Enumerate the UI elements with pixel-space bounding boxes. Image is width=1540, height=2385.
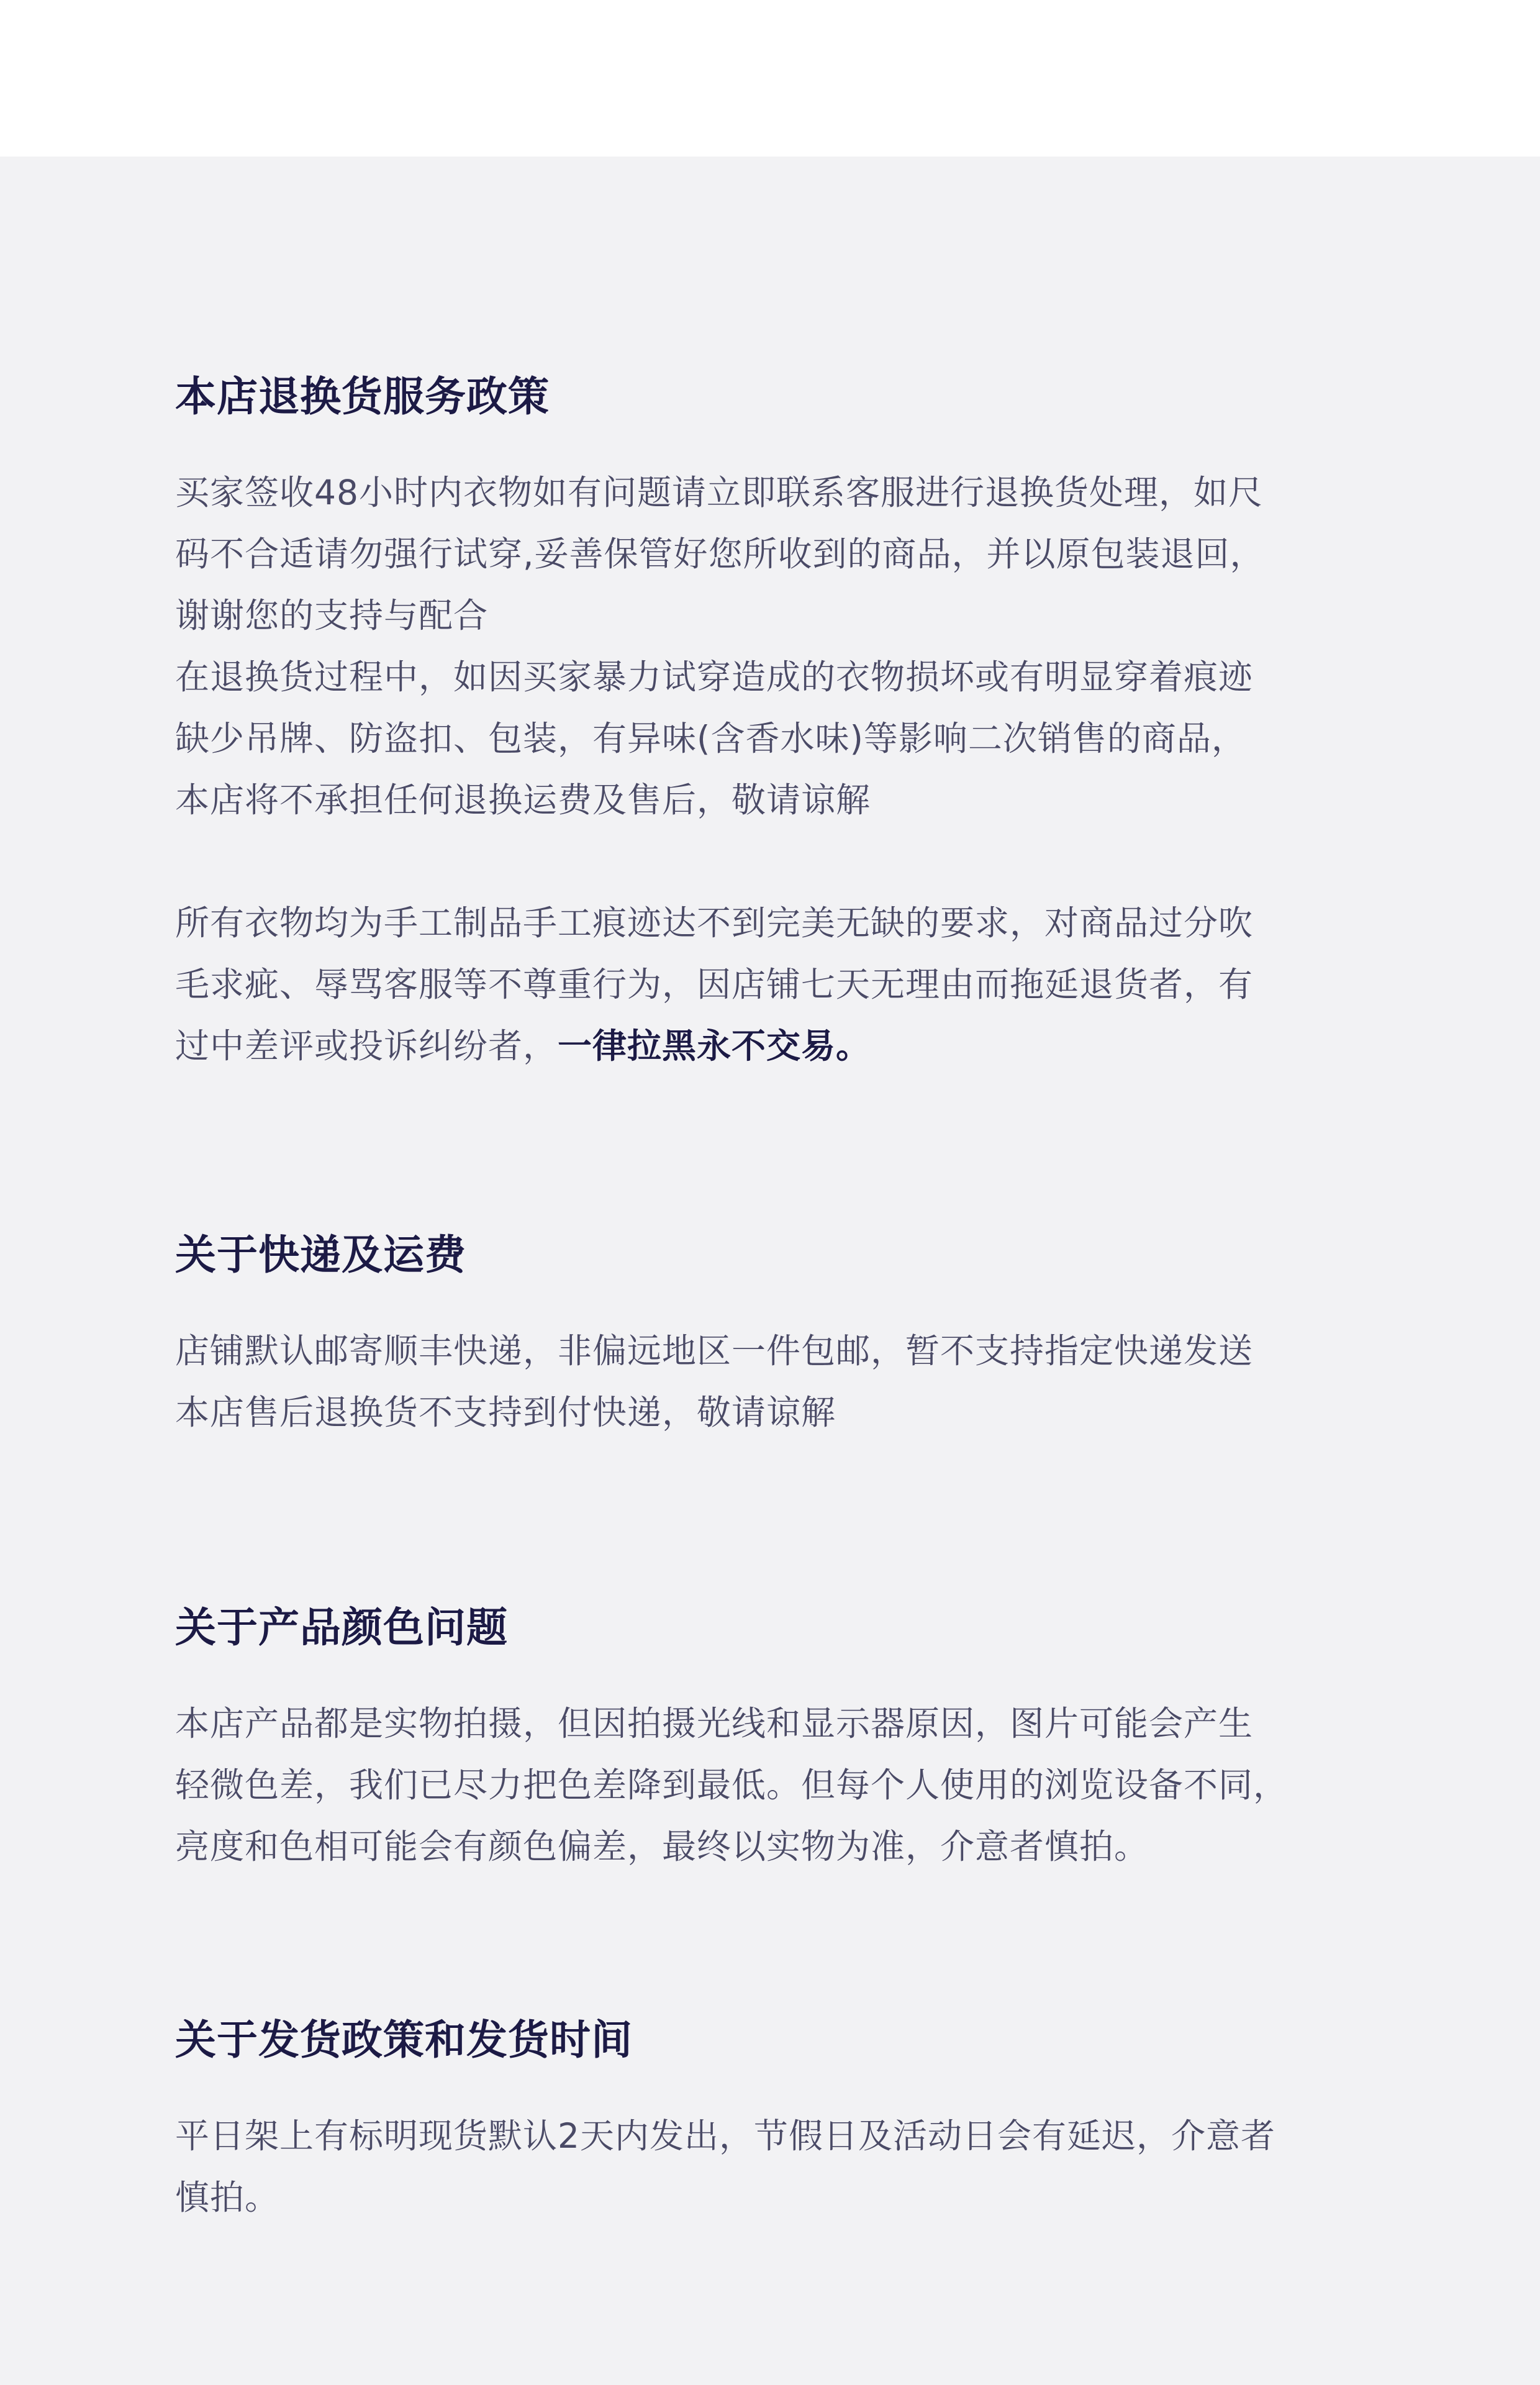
text-line: 谢谢您的支持与配合 (175, 596, 489, 635)
section-return-policy (175, 369, 1392, 1077)
text-line: 慎拍。 (175, 2178, 280, 2217)
section-title-shipping: 关于快递及运费 (175, 1231, 466, 1279)
text-line: 毛求疵、辱骂客服等不尊重行为，因店铺七天无理由而拖延退货者，有 (175, 965, 1254, 1004)
return-policy-paragraph-2 (175, 893, 1392, 1077)
text-line: 在退换货过程中，如因买家暴力试穿造成的衣物损坏或有明显穿着痕迹 (175, 657, 1254, 697)
shipping-time-paragraph (175, 2106, 1392, 2228)
text-line: 买家签收48小时内衣物如有问题请立即联系客服进行退换货处理，如尺 (175, 473, 1263, 512)
text-line: 所有衣物均为手工制品手工痕迹达不到完美无缺的要求，对商品过分吹 (175, 903, 1254, 943)
top-white-band (0, 0, 1540, 157)
text-line: 本店将不承担任何退换运费及售后，敬请谅解 (175, 780, 871, 820)
section-shipping-time (175, 2012, 1392, 2228)
shipping-paragraph (175, 1320, 1392, 1443)
text-emphasis: 一律拉黑永不交易。 (558, 1026, 871, 1066)
return-policy-paragraph-1 (175, 462, 1392, 831)
text-line: 缺少吊牌、防盗扣、包装，有异味(含香水味)等影响二次销售的商品， (175, 719, 1246, 758)
text-line: 平日架上有标明现货默认2天内发出，节假日及活动日会有延迟，介意者 (175, 2116, 1275, 2156)
text-line: 本店售后退换货不支持到付快递，敬请谅解 (175, 1392, 836, 1432)
product-color-paragraph (175, 1693, 1392, 1878)
section-title-product-color: 关于产品颜色问题 (175, 1604, 508, 1651)
section-shipping (175, 1227, 1392, 1443)
section-product-color (175, 1600, 1392, 1878)
section-title-shipping-time: 关于发货政策和发货时间 (175, 2016, 633, 2064)
text-line: 亮度和色相可能会有颜色偏差，最终以实物为准，介意者慎拍。 (175, 1827, 1149, 1866)
text-plain: 过中差评或投诉纠纷者， (175, 1026, 558, 1066)
text-line (175, 1015, 1392, 1077)
text-line: 本店产品都是实物拍摄，但因拍摄光线和显示器原因，图片可能会产生 (175, 1704, 1254, 1743)
section-title-return-policy: 本店退换货服务政策 (175, 373, 550, 420)
text-line: 轻微色差，我们已尽力把色差降到最低。但每个人使用的浏览设备不同， (175, 1765, 1289, 1805)
text-line: 店铺默认邮寄顺丰快递，非偏远地区一件包邮，暂不支持指定快递发送 (175, 1331, 1254, 1371)
text-line: 码不合适请勿强行试穿,妥善保管好您所收到的商品，并以原包装退回， (175, 534, 1265, 574)
